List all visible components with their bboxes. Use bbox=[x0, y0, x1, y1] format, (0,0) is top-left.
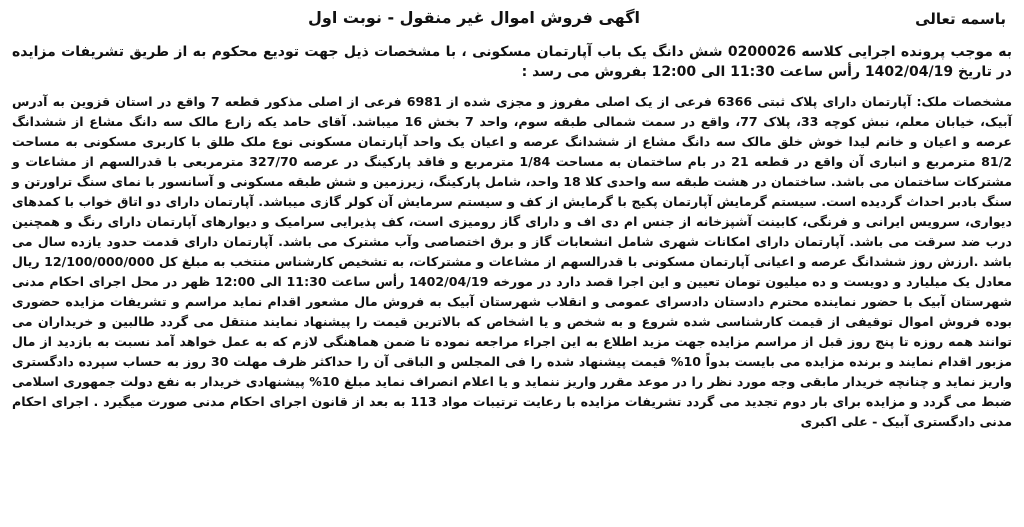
notice-title: اگهی فروش اموال غیر منقول - نوبت اول bbox=[308, 8, 640, 27]
intro-paragraph: به موجب پرونده اجرایی کلاسه 0200026 شش دانگ یک باب آپارتمان مسکونی ، با مشخصات ذیل جهت تودیع محکوم به از طریق تشریفات مزایده در تاریخ 1402/04/19 رأس ساعت 11:30 الی 12:00 بفروش می رسد : bbox=[12, 44, 1012, 80]
notice-header bbox=[12, 8, 1012, 38]
property-details-paragraph: مشخصات ملک: آپارتمان دارای پلاک ثبتی 6366 فرعی از یک اصلی مفروز و مجزی شده از 6981 فرعی از اصلی مذکور قطعه 7 واقع در استان قزوین به آدرس آبیک، خیابان معلم، نبش کوچه 33، پلاک 77، واقع در سمت شمالی طبقه سوم، واحد 7 بخش 16 میباشد. آقای حامد یکه زارع مالک سه دانگ مشاع از ششدانگ عرصه و اعیان و خانم لیدا خوش خلق مالک سه دانگ مشاع از ششدانگ عرصه و اعیان یک واحد آپارتمان مسکونی نوع ملک طلق با کاربری مسکونی به مساحت 81/2 مترمربع و انباری آن واقع در قطعه 21 در بام ساختمان به مساحت 1/84 مترمربع و فاقد پارکینگ در عرصه 327/70 مترمربعی با قدرالسهم از مشاعات و مشترکات ساختمان می باشد. ساختمان در هشت طبقه سه واحدی کلا 18 واحد، شامل پارکینگ، زیرزمین و شش طبقه مسکونی و آسانسور با نمای سنگ تراورتن و سنگ بادبر احداث گردیده است. سیستم گرمایش آپارتمان پکیج با گرمایش از کف و سیستم سرمایش آن کولر گازی میباشد. آپارتمان دارای دو اتاق خواب با کمدهای دیواری، سرویس ایرانی و فرنگی، کابینت آشپزخانه از جنس ام دی اف و دارای گاز رومیزی است، کف پذیرایی سرامیک و دیوارهای آپارتمان دارای رنگ و همچنین درب ضد سرقت می باشد. آپارتمان دارای امکانات شهری شامل انشعابات گاز و برق اختصاصی وآب مشترک می باشد. آپارتمان دارای قدمت حدود یازده سال می باشد .ارزش روز ششدانگ عرصه و اعیانی آپارتمان مسکونی با قدرالسهم از مشاعات و مشترکات، به تشخیص کارشناس منتخب به مبلغ کل 12/100/000/000 ریال معادل یک میلیارد و دویست و ده میلیون تومان تعیین و این اجرا قصد دارد در مورخه 1402/04/19 رأس ساعت 11:30 الی 12:00 ظهر در محل اجرای احکام مدنی شهرستان آبیک با حضور نماینده محترم دادستان دادسرای عمومی و انقلاب شهرستان آبیک به فروش مال مشعور اقدام نماید مراسم و تشریفات مزایده حضوری بوده فروش اموال توقیفی از قیمت کارشناسی شده شروع و به شخص و یا اشخاص که بالاترین قیمت را پیشنهاد نمایند منتقل می گردد طالبین و خریداران می توانند همه روزه تا پنج روز قبل از مراسم مزایده جهت مزید اطلاع به این اجراء مراجعه نموده تا ضمن هماهنگی لازم که به عمل خواهد آمد نسبت به بازدید از مال مزبور اقدام نمایند و برنده مزایده می بایست بدواً 10% قیمت پیشنهاد شده را فی المجلس و الباقی آن را حداکثر ظرف مهلت 30 روز به حساب سپرده دادگستری واریز نماید و چنانچه خریدار مابقی وجه مورد نظر را در موعد مقرر واریز ننماید و یا اعلام انصراف نماید مبلغ 10% پیشنهادی خریدار به نفع دولت جمهوری اسلامی ضبط می گردد و مزایده برای بار دوم تجدید می گردد تشریفات مزایده با رعایت ترتیبات مواد 113 به بعد از قانون اجرای احکام مدنی صورت میگیرد . اجرای احکام مدنی دادگستری آبیک - علی اکبری bbox=[12, 94, 1013, 429]
basmala-text: باسمه تعالی bbox=[915, 10, 1006, 28]
